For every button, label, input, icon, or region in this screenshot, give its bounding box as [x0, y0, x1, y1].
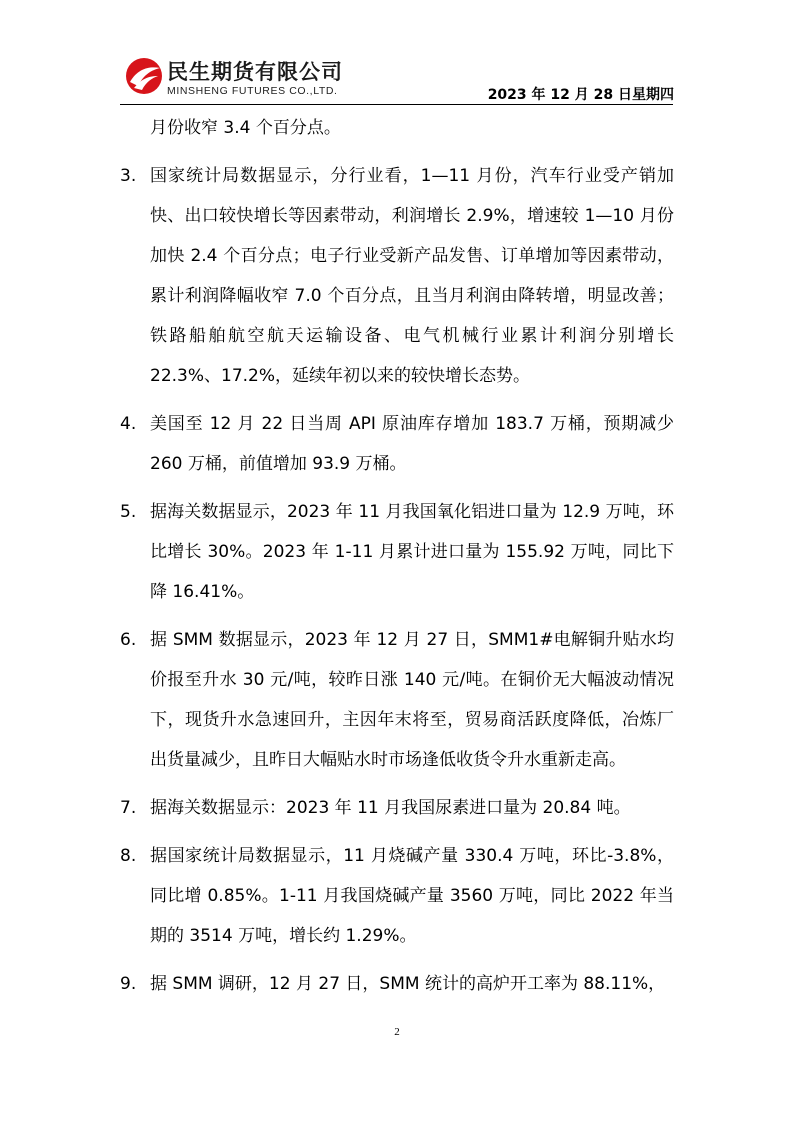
list-item-text: 据海关数据显示：2023 年 11 月我国尿素进口量为 20.84 吨。: [150, 798, 631, 818]
list-item-text: 据 SMM 数据显示，2023 年 12 月 27 日，SMM1#电解铜升贴水均价报至升水 30 元/吨，较昨日涨 140 元/吨。在铜价无大幅波动情况下，现货升水急速回升，主因年末将至，贸易商活跃度降低，冶炼厂出货量减少，且昨日大幅贴水时市场逢低收货令升水重新走高。: [150, 630, 674, 770]
report-date: 2023 年 12 月 28 日星期四: [487, 87, 674, 103]
header-divider: [120, 104, 673, 105]
list-item-text: 美国至 12 月 22 日当周 API 原油库存增加 183.7 万桶，预期减少 260 万桶，前值增加 93.9 万桶。: [150, 414, 674, 474]
list-item: [120, 836, 674, 956]
list-item: [120, 620, 674, 780]
list-item-number: 9.: [120, 974, 137, 994]
list-item-number: 3.: [120, 166, 137, 186]
list-item: [120, 964, 674, 1004]
list-item-text: 据 SMM 调研，12 月 27 日，SMM 统计的高炉开工率为 88.11%，: [150, 974, 666, 994]
company-name-cn: 民生期货有限公司: [167, 60, 343, 84]
continued-paragraph: 月份收窄 3.4 个百分点。: [150, 118, 341, 138]
list-item-number: 6.: [120, 630, 137, 650]
list-item-text: 据海关数据显示，2023 年 11 月我国氧化铝进口量为 12.9 万吨，环比增长 30%。2023 年 1-11 月累计进口量为 155.92 万吨，同比下降 16.41%。: [150, 502, 674, 602]
page-header: [0, 0, 794, 110]
minsheng-logo-icon: [124, 56, 164, 96]
list-item-number: 5.: [120, 502, 137, 522]
list-item: [120, 492, 674, 612]
page-number: 2: [394, 1026, 400, 1038]
list-item-number: 7.: [120, 798, 137, 818]
company-logo: [124, 56, 364, 100]
list-item-text: 据国家统计局数据显示，11 月烧碱产量 330.4 万吨，环比-3.8%，同比增 0.85%。1-11 月我国烧碱产量 3560 万吨，同比 2022 年当期的 3514 万吨，增长约 1.29%。: [150, 846, 674, 946]
list-item-number: 8.: [120, 846, 137, 866]
list-item: [120, 156, 674, 396]
list-item: [120, 788, 674, 828]
document-body: [120, 108, 674, 1004]
list-item: [120, 404, 674, 484]
list-item-number: 4.: [120, 414, 137, 434]
company-name-en: MINSHENG FUTURES CO.,LTD.: [167, 85, 338, 97]
list-item-text: 国家统计局数据显示，分行业看，1—11 月份，汽车行业受产销加快、出口较快增长等因素带动，利润增长 2.9%，增速较 1—10 月份加快 2.4 个百分点；电子行业受新产品发售、订单增加等因素带动，累计利润降幅收窄 7.0 个百分点，且当月利润由降转增，明显改善；铁路船舶航空航天运输设备、电气机械行业累计利润分别增长 22.3%、17.2%，延续年初以来的较快增长态势。: [150, 166, 674, 386]
